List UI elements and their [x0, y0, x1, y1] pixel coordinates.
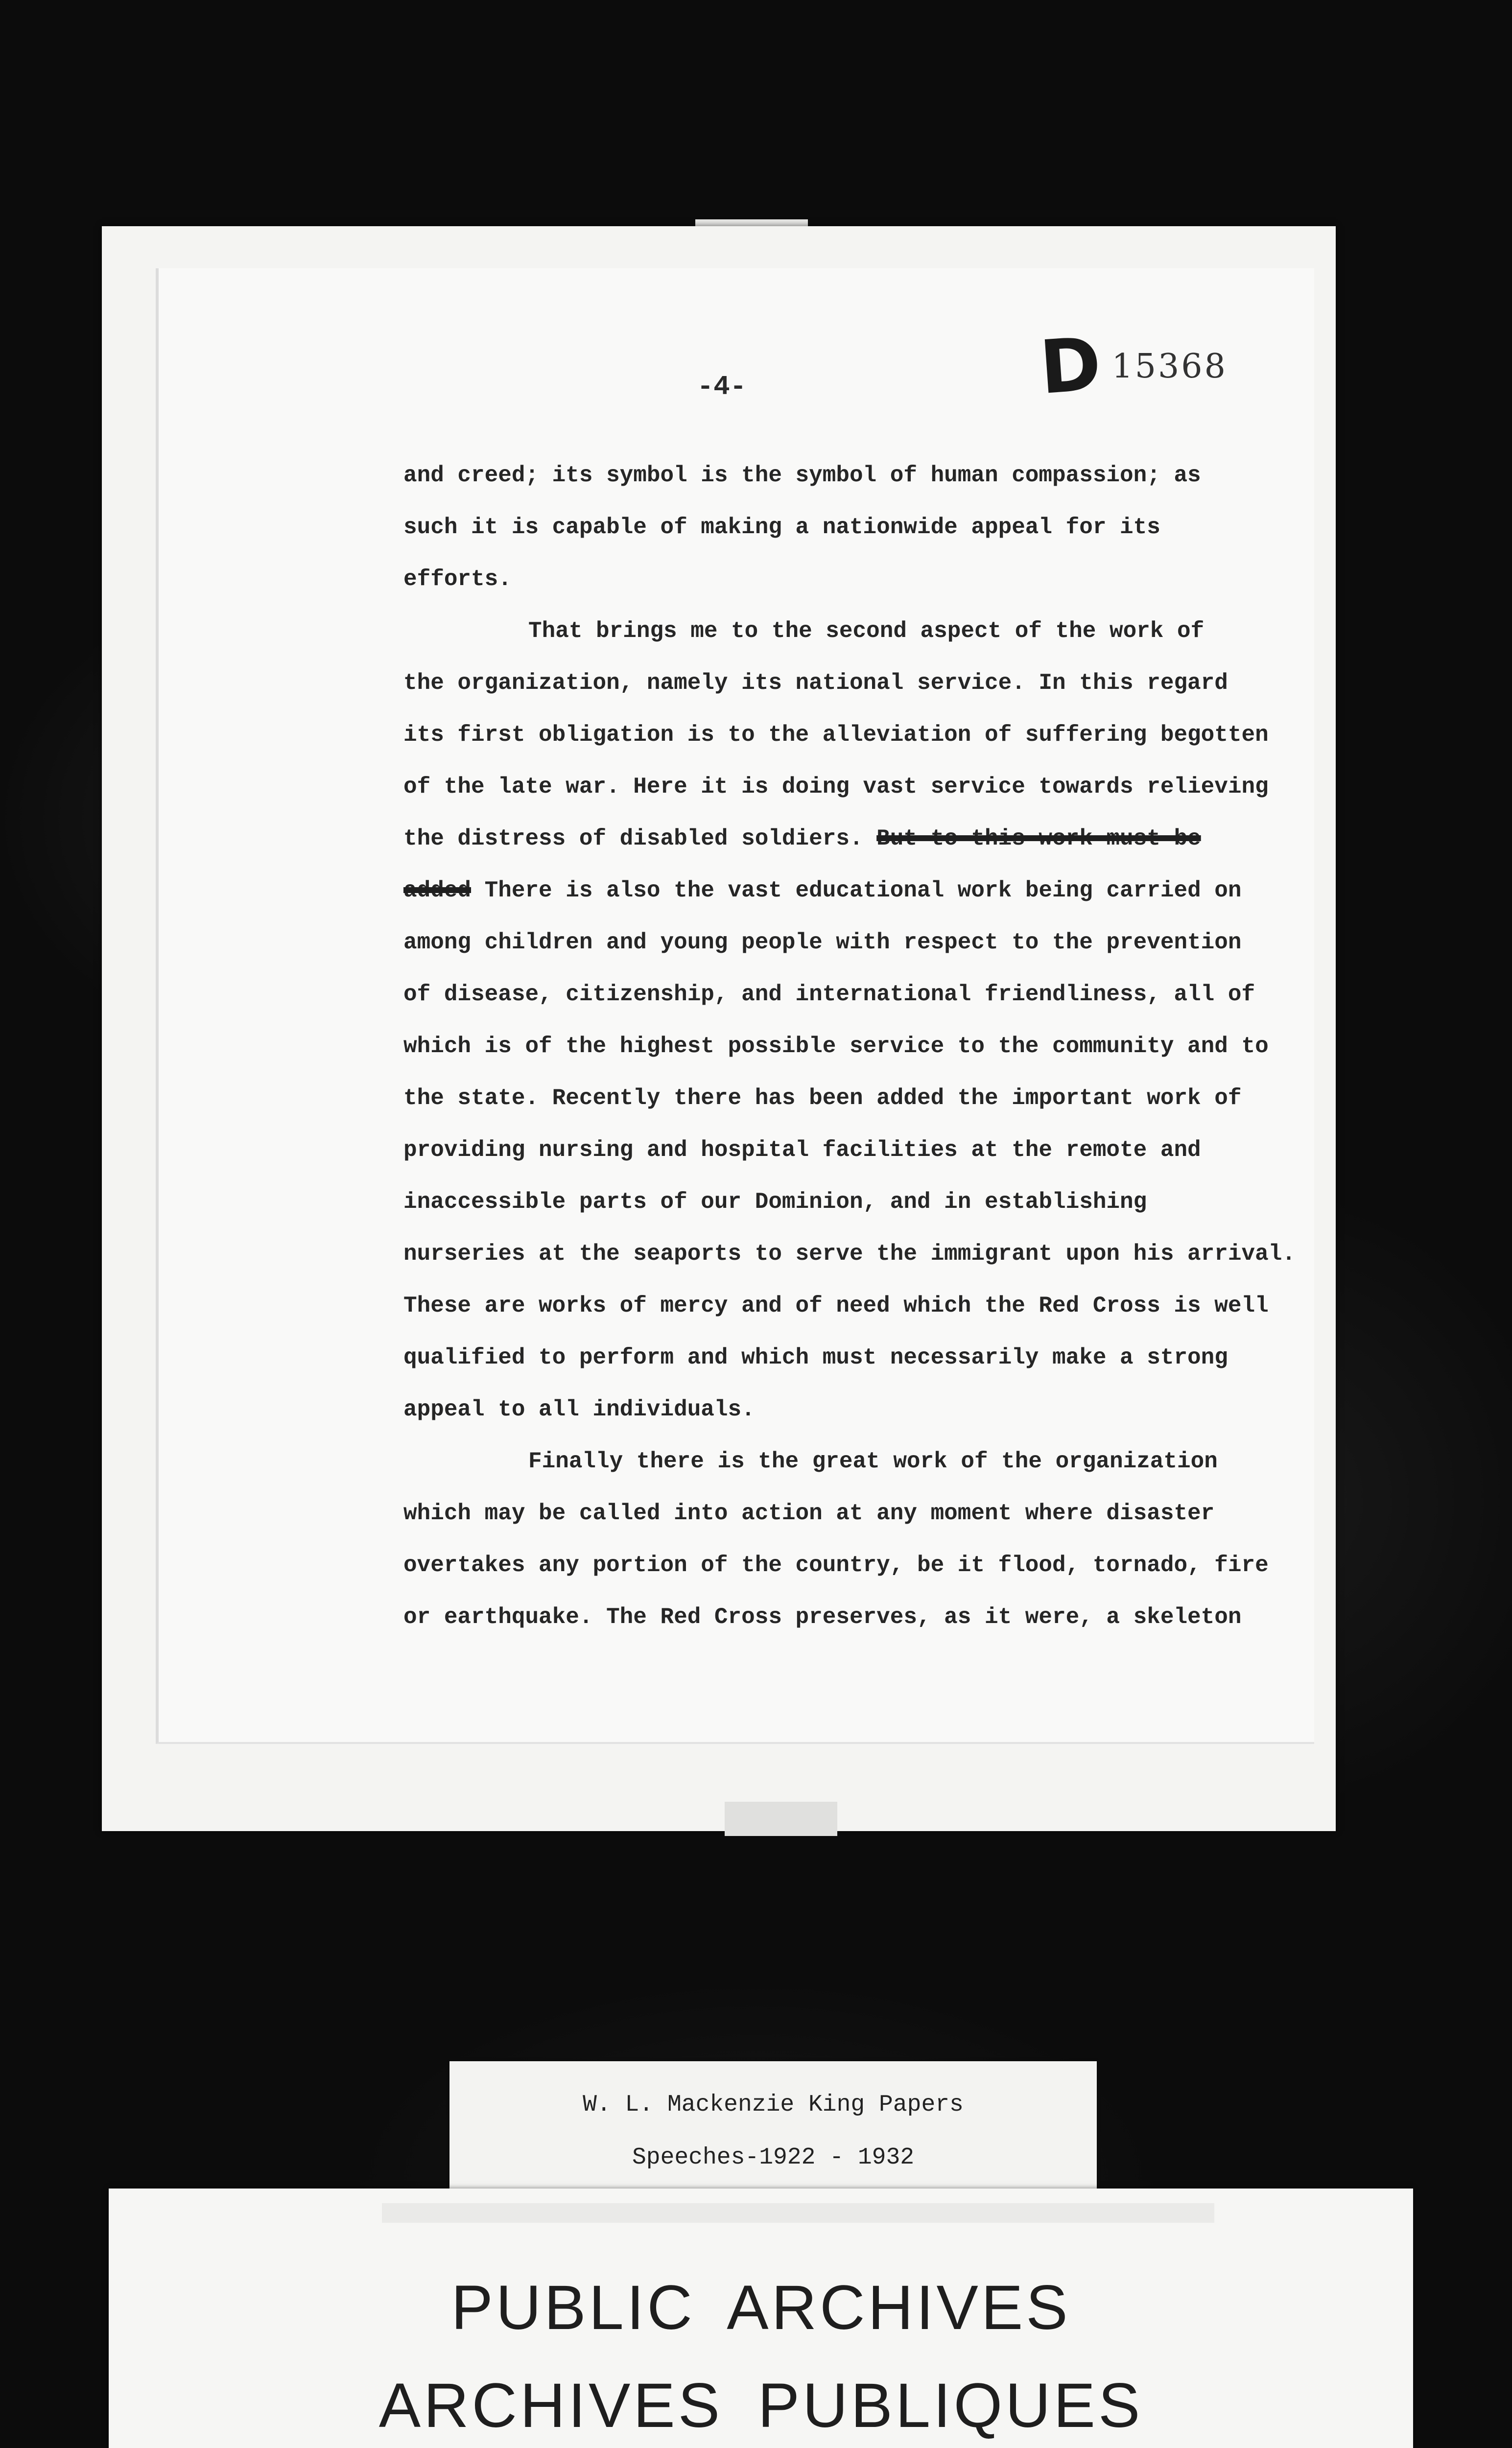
text-line: Finally there is the great work of the organization — [528, 1449, 1218, 1474]
text-line — [403, 813, 1441, 865]
text-line: overtakes any portion of the country, be it flood, tornado, fire — [403, 1553, 1269, 1578]
text-line — [403, 865, 1441, 917]
document-id-number: 15368 — [1111, 347, 1228, 386]
line-text: There is also the vast educational work being carried on — [484, 878, 1242, 903]
page-number: -4- — [697, 371, 747, 402]
text-line: nurseries at the seaports to serve the immigrant upon his arrival. — [403, 1241, 1296, 1267]
text-line: the organization, namely its national service. In this regard — [403, 670, 1228, 696]
text-line: its first obligation is to the alleviation of suffering begotten — [403, 722, 1269, 748]
text-line: or earthquake. The Red Cross preserves, as it were, a skeleton — [403, 1604, 1242, 1630]
text-line: appeal to all individuals. — [403, 1397, 755, 1422]
collection-name: W. L. Mackenzie King Papers — [583, 2092, 964, 2118]
text-line: such it is capable of making a nationwide appeal for its — [403, 515, 1160, 540]
text-line: inaccessible parts of our Dominion, and in establishing — [403, 1189, 1147, 1215]
text-line: which may be called into action at any moment where disaster — [403, 1501, 1215, 1526]
archives-title-fr: ARCHIVES PUBLIQUES — [378, 2371, 1143, 2441]
speech-text — [403, 449, 1441, 1643]
text-line: efforts. — [403, 566, 512, 592]
struck-text: added — [403, 878, 472, 903]
archives-label-tab — [382, 2203, 1214, 2223]
collection-label — [449, 2061, 1097, 2208]
mount-tab — [725, 1802, 837, 1836]
text-line: of the late war. Here it is doing vast service towards relieving — [403, 774, 1269, 800]
text-line: These are works of mercy and of need which the Red Cross is well — [403, 1293, 1269, 1318]
text-line: which is of the highest possible service to the community and to — [403, 1034, 1269, 1059]
text-line: providing nursing and hospital facilities at the remote and — [403, 1137, 1201, 1163]
text-line: That brings me to the second aspect of the work of — [528, 618, 1205, 644]
typed-page — [156, 268, 1314, 1744]
document-id — [1037, 321, 1228, 411]
archives-title-en: PUBLIC ARCHIVES — [451, 2273, 1071, 2343]
text-line: the state. Recently there has been added the important work of — [403, 1085, 1242, 1111]
text-line: among children and young people with respect to the prevention — [403, 930, 1242, 955]
collection-series: Speeches-1922 - 1932 — [632, 2144, 915, 2171]
line-text: the distress of disabled soldiers. — [403, 826, 863, 851]
text-line: and creed; its symbol is the symbol of human compassion; as — [403, 463, 1201, 488]
text-line: of disease, citizenship, and international friendliness, all of — [403, 982, 1255, 1007]
text-line: qualified to perform and which must necessarily make a strong — [403, 1345, 1228, 1370]
struck-text: But to this work must be — [876, 826, 1201, 851]
document-id-letter: D — [1037, 321, 1104, 411]
